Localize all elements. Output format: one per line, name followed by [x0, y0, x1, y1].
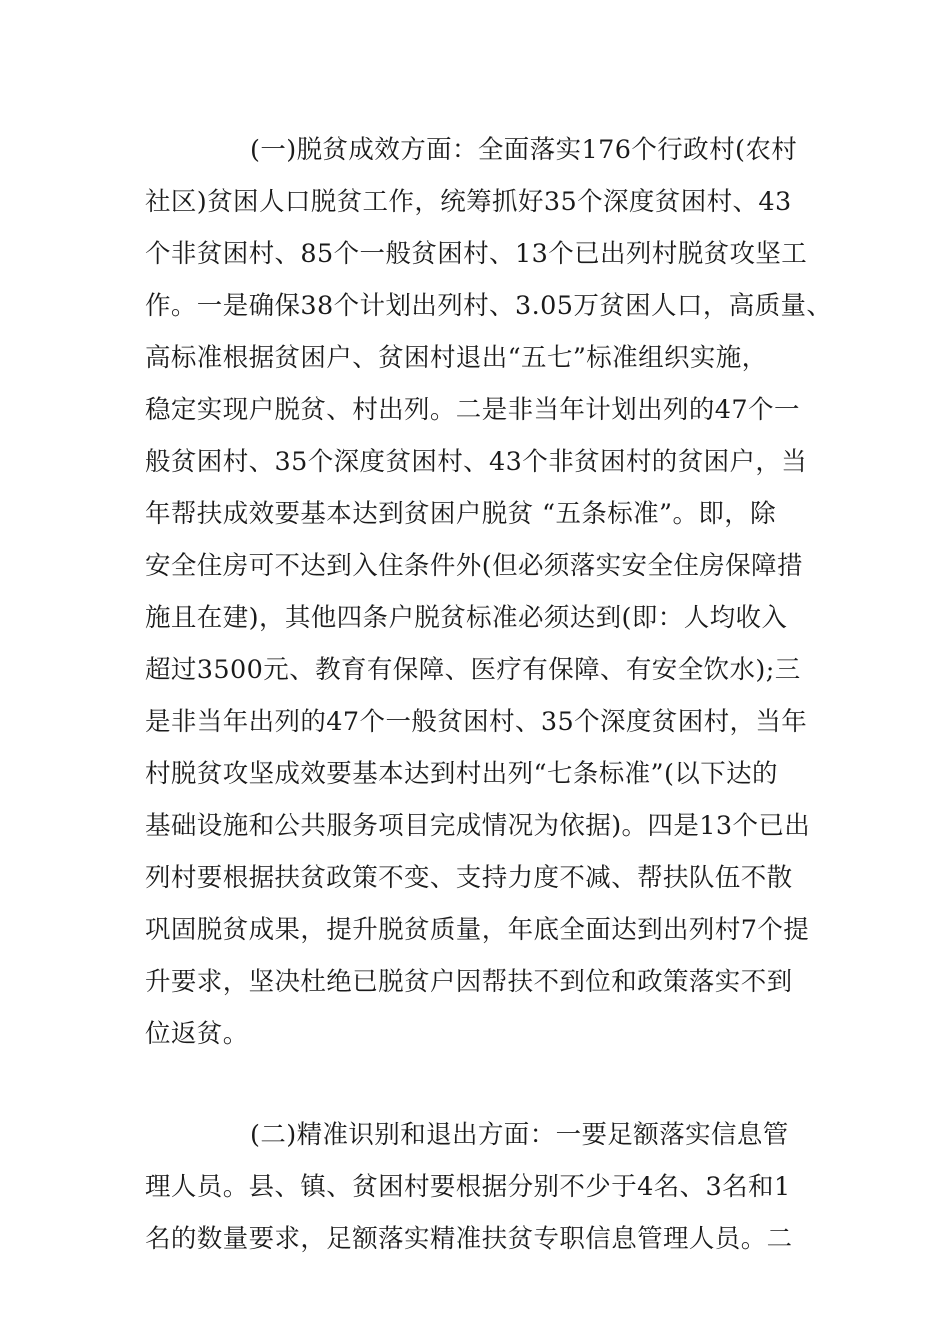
paragraph-1-line-18: 位返贫。 — [145, 1019, 249, 1049]
paragraph-1-line-5: 高标准根据贫困户、贫困村退出“五七”标准组织实施， — [145, 343, 768, 373]
paragraph-2-line-1: (二)精准识别和退出方面：一要足额落实信息管 — [250, 1120, 789, 1150]
paragraph-1-line-12: 是非当年出列的47个一般贫困村、35个深度贫困村，当年 — [145, 707, 808, 737]
paragraph-1-line-6: 稳定实现户脱贫、村出列。二是非当年计划出列的47个一 — [145, 395, 800, 425]
paragraph-2-line-2: 理人员。县、镇、贫困村要根据分别不少于4名、3名和1 — [145, 1172, 791, 1202]
paragraph-1-line-16: 巩固脱贫成果，提升脱贫质量，年底全面达到出列村7个提 — [145, 915, 810, 945]
paragraph-2-line-3: 名的数量要求，足额落实精准扶贫专职信息管理人员。二 — [145, 1224, 793, 1254]
paragraph-1-line-8: 年帮扶成效要基本达到贫困户脱贫 “五条标准”。即，除 — [145, 499, 777, 529]
paragraph-1-line-10: 施且在建)，其他四条户脱贫标准必须达到(即：人均收入 — [145, 603, 788, 633]
paragraph-1-line-11: 超过3500元、教育有保障、医疗有保障、有安全饮水);三 — [145, 655, 801, 685]
paragraph-1-line-14: 基础设施和公共服务项目完成情况为依据)。四是13个已出 — [145, 811, 811, 841]
paragraph-1-line-4: 作。一是确保38个计划出列村、3.05万贫困人口，高质量、 — [145, 291, 833, 321]
paragraph-1-line-9: 安全住房可不达到入住条件外(但必须落实安全住房保障措 — [145, 551, 803, 581]
paragraph-1-line-3: 个非贫困村、85个一般贫困村、13个已出列村脱贫攻坚工 — [145, 239, 808, 269]
paragraph-1-line-17: 升要求，坚决杜绝已脱贫户因帮扶不到位和政策落实不到 — [145, 967, 793, 997]
paragraph-1-line-1: (一)脱贫成效方面：全面落实176个行政村(农村 — [250, 135, 798, 165]
paragraph-1-line-2: 社区)贫困人口脱贫工作，统筹抓好35个深度贫困村、43 — [145, 187, 792, 217]
paragraph-1-line-15: 列村要根据扶贫政策不变、支持力度不减、帮扶队伍不散 — [145, 863, 793, 893]
paragraph-1-line-13: 村脱贫攻坚成效要基本达到村出列“七条标准”(以下达的 — [145, 759, 778, 789]
paragraph-1-line-7: 般贫困村、35个深度贫困村、43个非贫困村的贫困户，当 — [145, 447, 808, 477]
